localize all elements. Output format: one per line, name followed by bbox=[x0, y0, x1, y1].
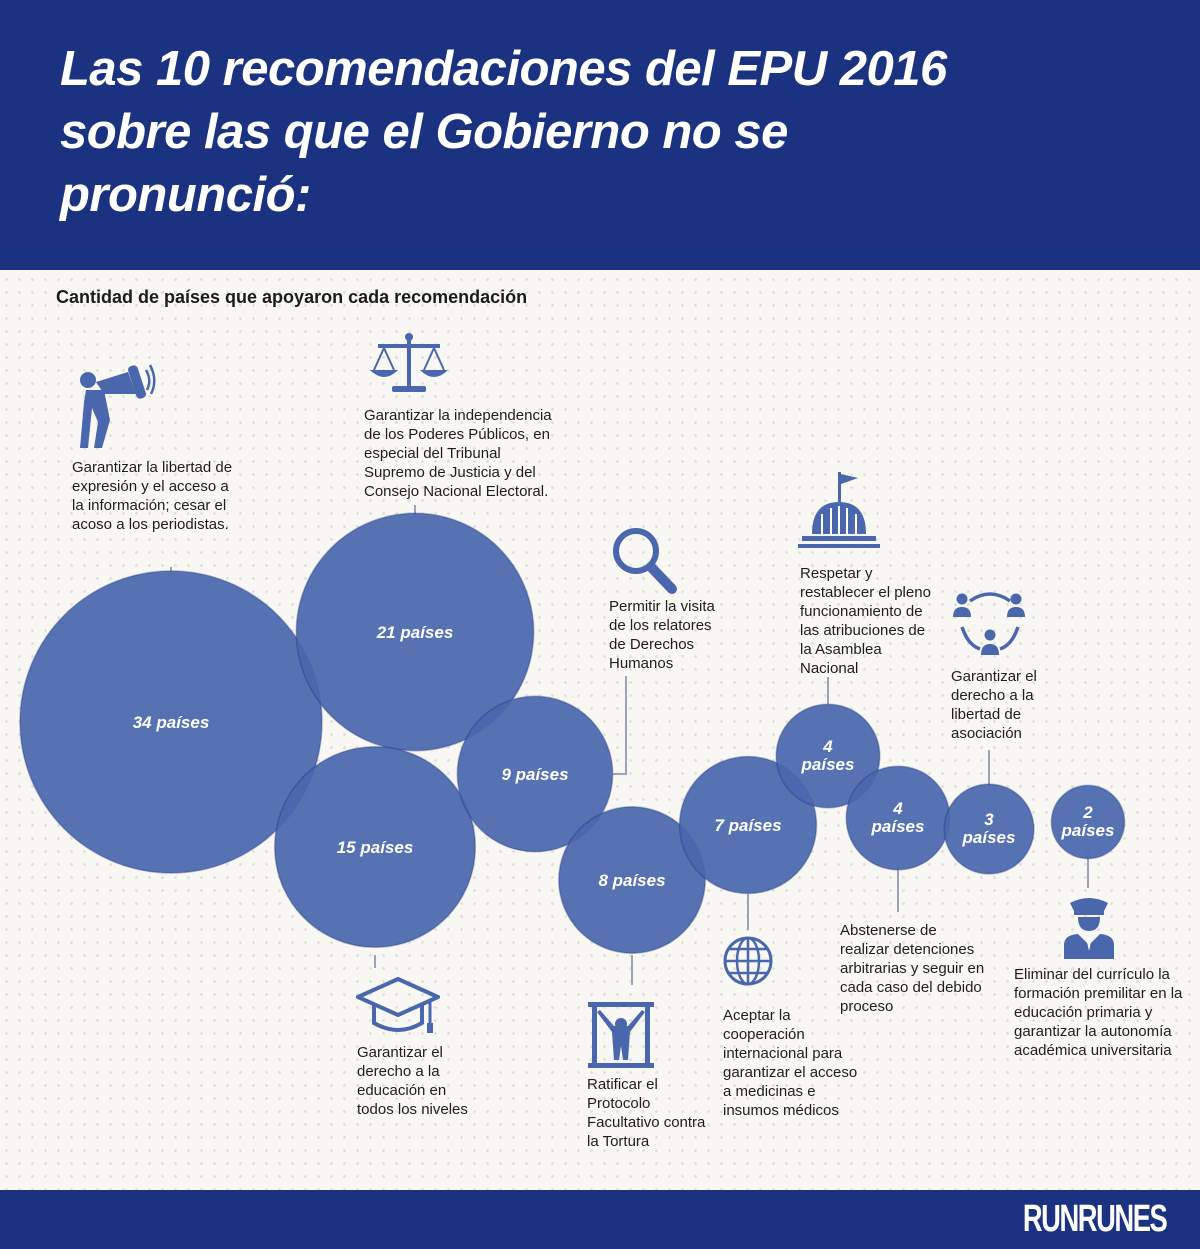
page-title: Las 10 recomendaciones del EPU 2016 sobre las que el Gobierno no se pronunció: bbox=[60, 42, 947, 222]
bubble-label-7: 4 países bbox=[801, 737, 855, 774]
prisoner-icon bbox=[588, 1002, 654, 1068]
recommendation-text-9: Garantizar el derecho a la libertad de asociación bbox=[951, 668, 1037, 742]
recommendation-text-10: Eliminar del currículo la formación premilitar en la educación primaria y garantizar la autonomía académica universitaria bbox=[1014, 966, 1183, 1059]
chart-subtitle: Cantidad de países que apoyaron cada recomendación bbox=[56, 287, 528, 307]
military-officer-icon bbox=[1062, 893, 1116, 959]
capitol-dome-icon bbox=[798, 470, 880, 552]
bubble-label-6: 7 países bbox=[714, 816, 782, 835]
bubble-label-1: 34 países bbox=[132, 713, 210, 732]
people-circle-icon bbox=[952, 583, 1028, 661]
recommendation-text-8: Abstenerse de realizar detenciones arbitrarias y seguir en cada caso del debido proceso bbox=[840, 922, 985, 1015]
recommendation-text-7: Respetar y restablecer el pleno funcionamiento de las atribuciones de la Asamblea Nacional bbox=[800, 565, 931, 677]
connector-line bbox=[613, 676, 626, 774]
recommendation-text-6: Aceptar la cooperación internacional para garantizar el acceso a medicinas e insumos médicos bbox=[723, 1007, 858, 1119]
recommendation-text-2: Garantizar la independencia de los Poderes Públicos, en especial del Tribunal Supremo de Justicia y del Consejo Nacional Electoral. bbox=[364, 407, 552, 500]
bubble-label-9: 3 países bbox=[962, 810, 1016, 847]
bubble-label-2: 21 países bbox=[376, 623, 454, 642]
recommendation-text-3: Garantizar el derecho a la educación en todos los niveles bbox=[357, 1044, 468, 1118]
recommendation-text-1: Garantizar la libertad de expresión y el acceso a la información; cesar el acoso a los periodistas. bbox=[72, 459, 233, 533]
brand-logo: RUNRUNES bbox=[1022, 1198, 1166, 1240]
bubble-label-5: 8 países bbox=[598, 871, 666, 890]
recommendation-text-5: Ratificar el Protocolo Facultativo contra la Tortura bbox=[587, 1076, 706, 1150]
megaphone-icon bbox=[76, 350, 156, 450]
globe-icon bbox=[722, 935, 774, 987]
bubble-label-3: 15 países bbox=[336, 838, 414, 857]
bubble-label-8: 4 países bbox=[871, 799, 925, 836]
bubble-label-10: 2 países bbox=[1061, 803, 1115, 840]
scales-of-justice-icon bbox=[368, 332, 450, 394]
footer-bar bbox=[0, 1190, 1200, 1249]
recommendation-text-4: Permitir la visita de los relatores de Derechos Humanos bbox=[609, 598, 715, 672]
bubble-label-4: 9 países bbox=[501, 765, 569, 784]
graduation-cap-icon bbox=[356, 973, 440, 1039]
magnifier-icon bbox=[610, 525, 678, 595]
